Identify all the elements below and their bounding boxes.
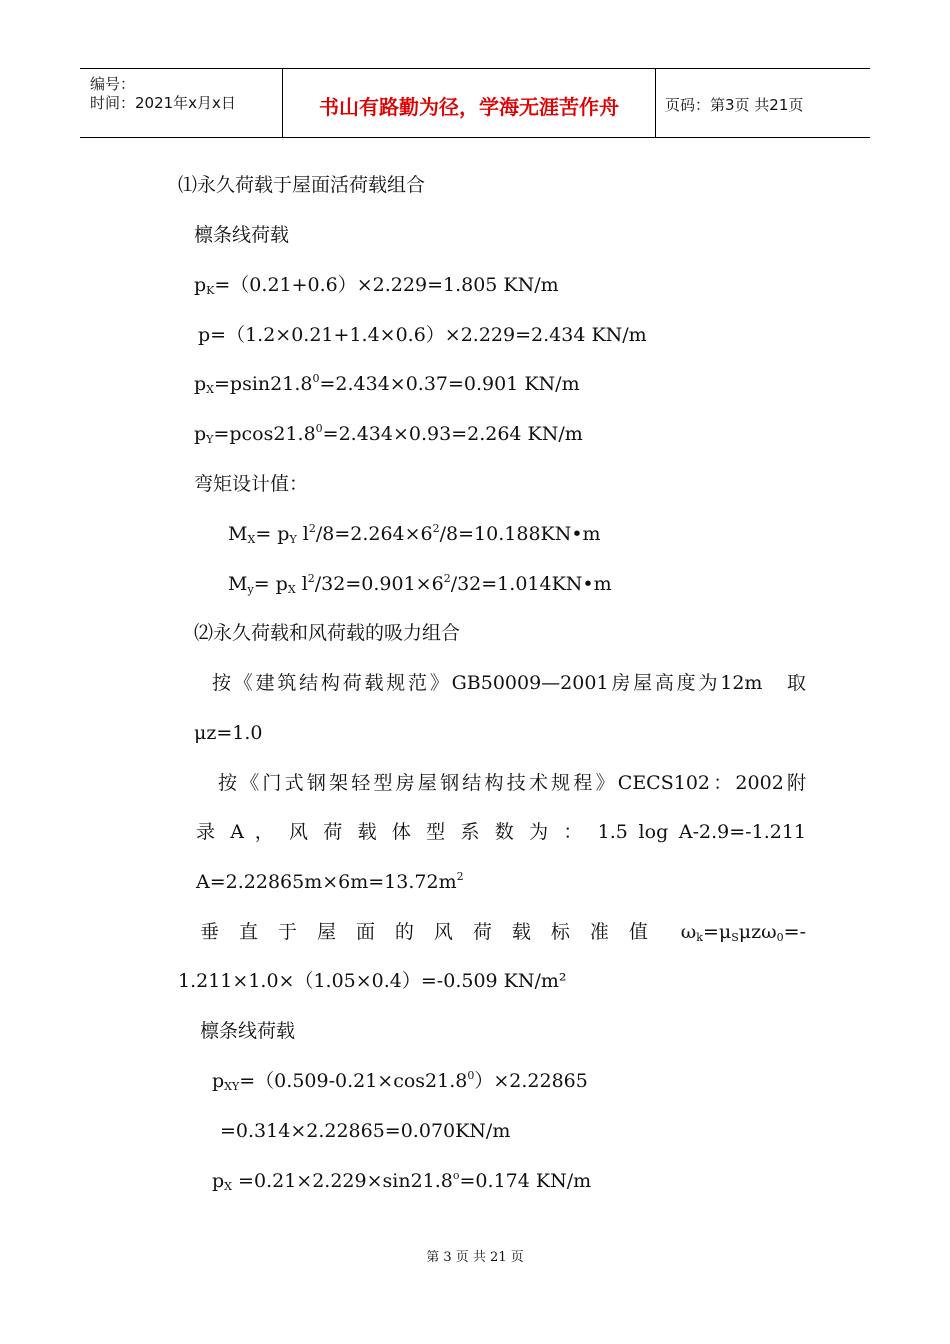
purlin-load-heading: 檩条线荷载 <box>194 224 290 246</box>
header-right-cell <box>655 69 870 137</box>
formula-area: $A=2.22865m\times 6m=13.72m^2$ <box>196 870 464 893</box>
page-info: 页码：第3页 共21页 <box>665 96 804 114</box>
formula-pxy-result: =0.314×2.22865=0.070KN/m <box>220 1120 511 1142</box>
header-left-cell <box>80 69 282 137</box>
moment-heading: 弯矩设计值： <box>194 473 309 495</box>
paragraph-technical-rule: 按《门式钢架轻型房屋钢结构技术规程》CECS102：2002附 <box>218 772 806 794</box>
code-label: 编号： <box>90 75 136 93</box>
formula-pk: $p_K=(0.21+0.6)\times 2.229=1.805$ KN/m <box>194 274 559 297</box>
page-footer: 第 3 页 共 21 页 <box>426 1250 524 1265</box>
paragraph-height-rule: 按《建筑结构荷载规范》GB50009—2001房屋高度为12m 取 <box>212 672 806 694</box>
formula-px-2: $p_X =0.21\times 2.229\times\sin 21.8^o=0.174$ KN/m <box>212 1169 592 1193</box>
formula-px: $p_X=psin21.8^0=2.434\times 0.37=0.901$ KN/m <box>194 372 580 396</box>
formula-mx: $M_X= p_Y$ $l^2/8=2.264\times 6^2/8=10.188KN•m$ <box>228 522 601 546</box>
formula-py: $p_Y=pcos21.8^0=2.434\times 0.93=2.264$ KN/m <box>194 422 583 446</box>
formula-wind-value: 1.211×1.0×（1.05×0.4）=-0.509 KN/m² <box>178 970 567 992</box>
section-2-heading: ⑵永久荷载和风荷载的吸力组合 <box>194 622 461 644</box>
formula-pxy: $p_{XY}=(0.509-0.21\times\cos 21.8^0)\times 2.22865$ <box>212 1069 588 1093</box>
time-label: 时间：2021年x月x日 <box>90 94 236 112</box>
formula-p: p=（1.2×0.21+1.4×0.6）×2.229=2.434 KN/m <box>198 324 647 346</box>
paragraph-shape-coefficient: 录 A ， 风 荷 载 体 型 系 数 为 ： 1.5 log A-2.9=-1.211 <box>196 821 806 843</box>
formula-muz: μz=1.0 <box>194 722 263 744</box>
section-1-heading: ⑴永久荷载于屋面活荷载组合 <box>178 174 426 196</box>
purlin-load-heading-2: 檩条线荷载 <box>200 1020 296 1042</box>
paragraph-wind-standard: 垂 直 于 屋 面 的 风 荷 载 标 准 值 $\omega_k=\mu_S\mu z\omega_0=-$ <box>200 921 806 944</box>
page-header <box>80 68 870 138</box>
header-motto-cell <box>282 69 656 137</box>
motto-text: 书山有路勤为径，学海无涯苦作舟 <box>319 95 619 119</box>
formula-my: $M_y= p_X$ $l^2/32=0.901\times 6^2/32=1.014KN•m$ <box>228 572 612 596</box>
